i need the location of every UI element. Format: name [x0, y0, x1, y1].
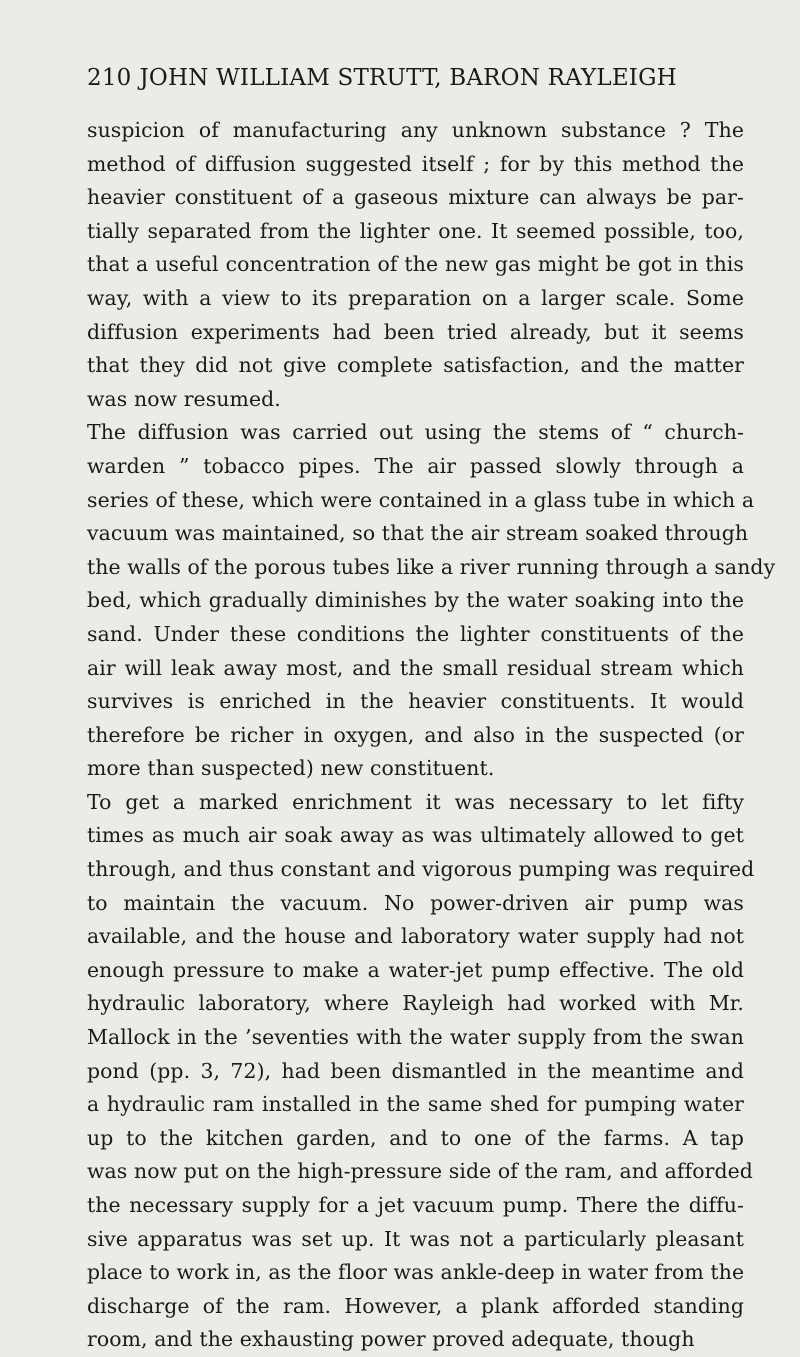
text-line: discharge of the ram. However, a plank afforded standing: [87, 1293, 744, 1318]
text-line: sive apparatus was set up. It was not a particularly pleasant: [87, 1226, 744, 1251]
text-line: more than suspected) new constituent.: [87, 756, 495, 781]
text-line: the necessary supply for a jet vacuum pump. There the diffu-: [87, 1193, 744, 1217]
running-title: JOHN WILLIAM STRUTT, BARON RAYLEIGH: [139, 65, 677, 91]
text-line: through, and thus constant and vigorous pumping was required: [87, 857, 755, 882]
text-line: diffusion experiments had been tried already, but it seems: [87, 319, 744, 344]
body-text: [87, 114, 776, 1357]
text-line: series of these, which were contained in a glass tube in which a: [87, 487, 755, 512]
paragraph: [87, 786, 755, 1357]
text-line: therefore be richer in oxygen, and also in the suspected (or: [87, 722, 744, 747]
text-line: was now resumed.: [87, 386, 281, 411]
text-line: hydraulic laboratory, where Rayleigh had worked with Mr.: [87, 991, 744, 1016]
text-line: sand. Under these conditions the lighter constituents of the: [87, 621, 744, 646]
text-line: the walls of the porous tubes like a river running through a sandy: [87, 554, 776, 579]
text-line: times as much air soak away as was ultimately allowed to get: [87, 823, 744, 848]
text-line: vacuum was maintained, so that the air stream soaked through: [87, 521, 749, 546]
text-line: method of diffusion suggested itself ; for by this method the: [87, 151, 744, 176]
text-line: tially separated from the lighter one. It seemed possible, too,: [87, 218, 744, 243]
text-line: Mallock in the ’seventies with the water supply from the swan: [87, 1025, 744, 1050]
text-line: survives is enriched in the heavier constituents. It would: [87, 689, 744, 714]
text-line: was now put on the high-pressure side of the ram, and afforded: [87, 1159, 753, 1184]
text-line: To get a marked enrichment it was necessary to let fifty: [87, 789, 744, 814]
text-line: a hydraulic ram installed in the same shed for pumping water: [87, 1092, 744, 1117]
text-line: air will leak away most, and the small residual stream which: [87, 655, 744, 680]
text-line: available, and the house and laboratory water supply had not: [87, 924, 744, 949]
text-line: that they did not give complete satisfaction, and the matter: [87, 353, 744, 378]
text-line: suspicion of manufacturing any unknown substance ? The: [87, 118, 744, 142]
text-line: enough pressure to make a water-jet pump effective. The old: [87, 957, 744, 982]
text-line: pond (pp. 3, 72), had been dismantled in the meantime and: [87, 1058, 744, 1083]
text-line: The diffusion was carried out using the stems of “ church-: [87, 420, 744, 445]
running-head: [87, 62, 744, 94]
text-line: heavier constituent of a gaseous mixture can always be par-: [87, 185, 744, 210]
text-line: room, and the exhausting power proved adequate, though: [87, 1327, 695, 1352]
text-line: place to work in, as the floor was ankle-deep in water from the: [87, 1260, 745, 1285]
text-line: to maintain the vacuum. No power-driven air pump was: [87, 890, 744, 915]
text-line: that a useful concentration of the new gas might be got in this: [87, 252, 744, 277]
paragraph: [87, 114, 744, 416]
text-line: up to the kitchen garden, and to one of the farms. A tap: [87, 1125, 744, 1150]
text-line: warden ” tobacco pipes. The air passed slowly through a: [87, 453, 744, 478]
page-number: 210: [87, 65, 132, 91]
paragraph: [87, 416, 776, 786]
text-line: way, with a view to its preparation on a larger scale. Some: [87, 285, 744, 310]
text-line: bed, which gradually diminishes by the water soaking into the: [87, 588, 744, 613]
